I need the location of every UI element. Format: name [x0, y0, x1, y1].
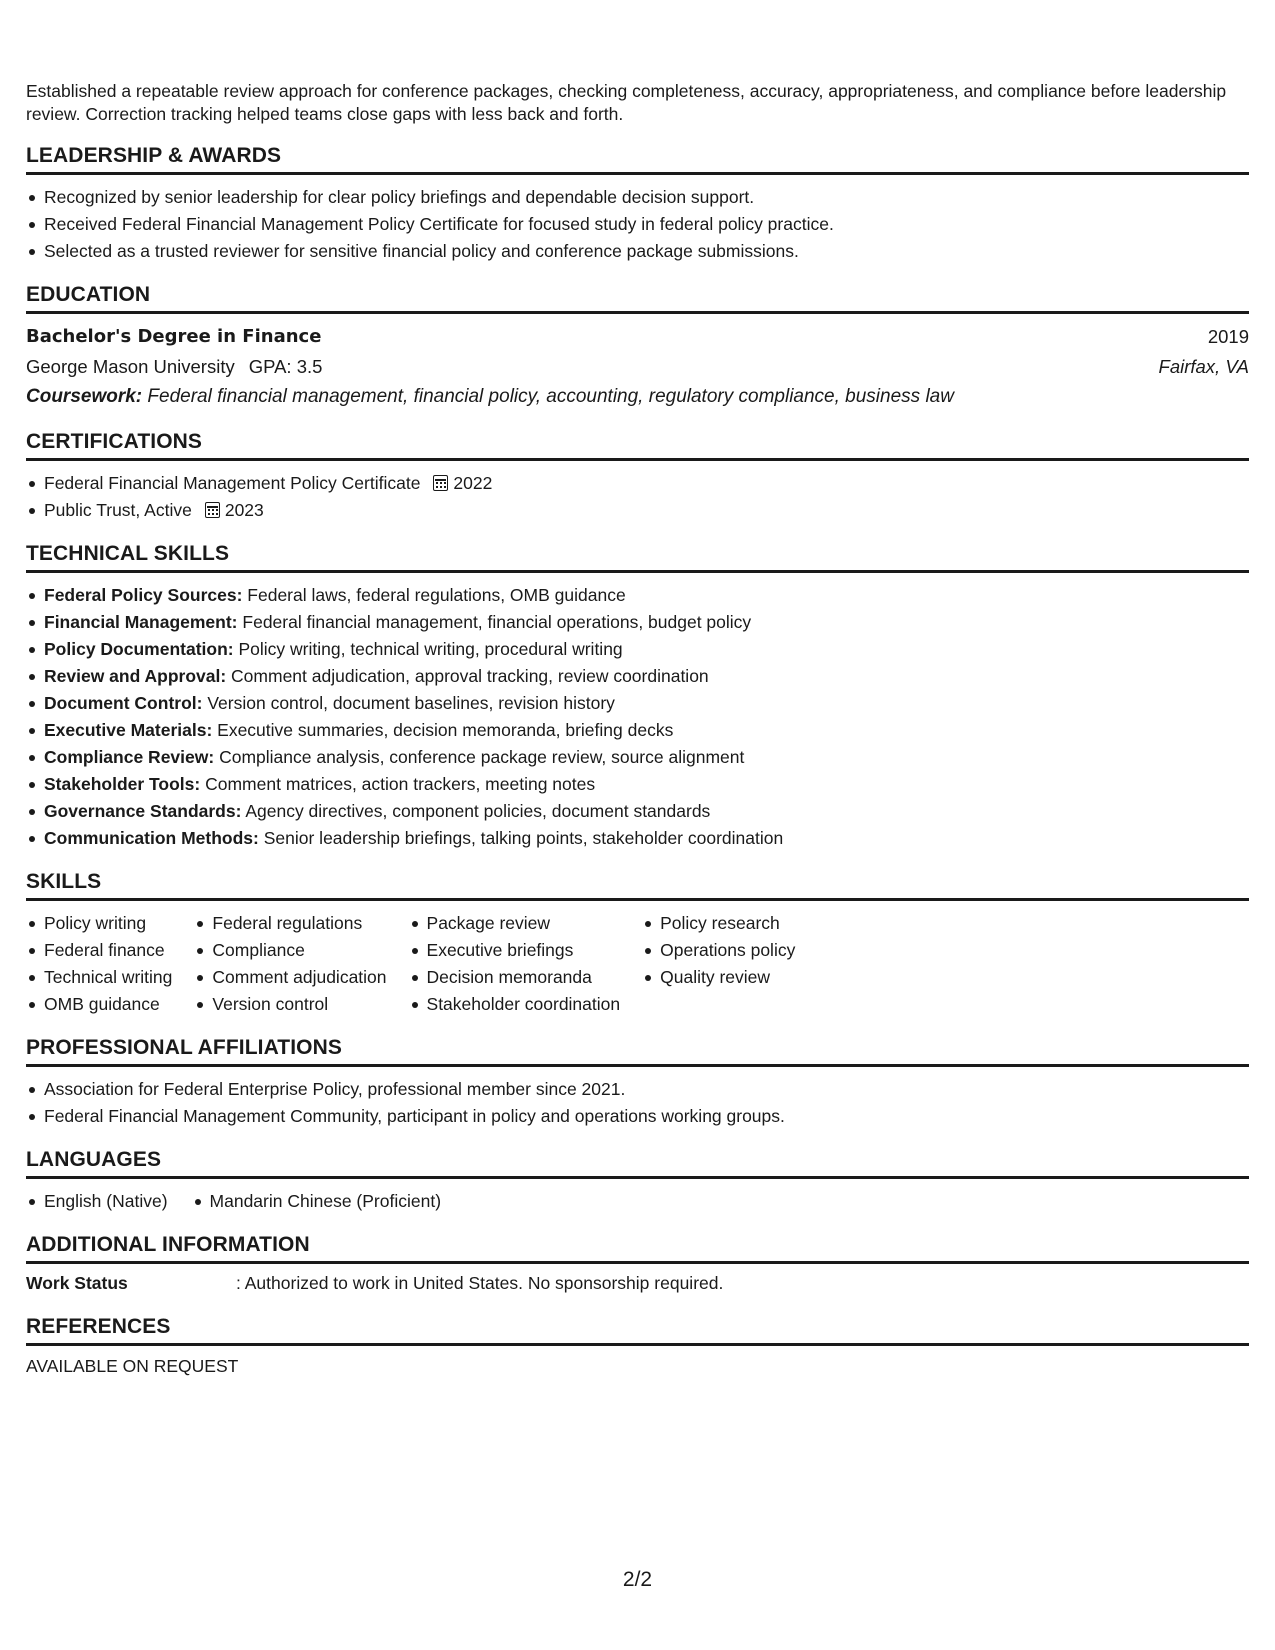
list-item: Policy writing — [26, 910, 172, 937]
list-item: Mandarin Chinese (Proficient) — [192, 1188, 442, 1215]
list-item — [26, 798, 1249, 825]
skills-grid — [26, 910, 1249, 1018]
skill-text: Comment matrices, action trackers, meeting notes — [205, 774, 596, 794]
certification-year: 2022 — [453, 473, 493, 493]
certifications-list — [26, 470, 1249, 524]
list-item: Recognized by senior leadership for clear policy briefings and dependable decision support. — [26, 184, 1249, 211]
section-title-affiliations: PROFESSIONAL AFFILIATIONS — [26, 1036, 1249, 1067]
list-item: Comment adjudication — [194, 964, 386, 991]
skill-text: Compliance analysis, conference package review, source alignment — [219, 747, 745, 767]
list-item: Association for Federal Enterprise Policy, professional member since 2021. — [26, 1076, 1249, 1103]
graduation-year: 2019 — [1207, 326, 1249, 347]
coursework-text: Federal financial management, financial policy, accounting, regulatory compliance, business law — [147, 386, 954, 407]
intro-paragraph: Established a repeatable review approach for conference packages, checking completeness, accuracy, appropriateness, and compliance before leadership review. Correction tracking helped teams close gaps with less back and forth. — [26, 81, 1227, 124]
skill-label: Governance Standards: — [44, 801, 242, 821]
certification-year: 2023 — [224, 500, 264, 520]
resume-page — [26, 80, 1249, 1380]
list-item: Compliance — [194, 937, 386, 964]
skill-label: Executive Materials: — [44, 720, 213, 740]
page-number: 2/2 — [622, 1568, 653, 1591]
school-location: Fairfax, VA — [1158, 356, 1249, 377]
list-item: OMB guidance — [26, 991, 172, 1018]
list-item — [26, 663, 1249, 690]
list-item — [26, 609, 1249, 636]
skills-column — [409, 910, 621, 1018]
section-title-technical-skills: TECHNICAL SKILLS — [26, 542, 1249, 573]
school-name: George Mason University — [26, 356, 235, 377]
section-title-leadership: LEADERSHIP & AWARDS — [26, 144, 1249, 175]
education-degree-row — [26, 322, 1249, 352]
work-status-value: : Authorized to work in United States. No sponsorship required. — [236, 1273, 724, 1293]
skill-text: Policy writing, technical writing, procedural writing — [238, 639, 623, 659]
skill-label: Stakeholder Tools: — [44, 774, 201, 794]
list-item: Stakeholder coordination — [409, 991, 621, 1018]
section-title-education: EDUCATION — [26, 283, 1249, 314]
list-item: Package review — [409, 910, 621, 937]
skills-column — [642, 910, 795, 1018]
work-status-label: Work Status — [26, 1273, 128, 1293]
section-title-certifications: CERTIFICATIONS — [26, 430, 1249, 461]
list-item: Decision memoranda — [409, 964, 621, 991]
list-item: Federal finance — [26, 937, 172, 964]
list-item — [26, 582, 1249, 609]
list-item: Version control — [194, 991, 386, 1018]
certification-name: Public Trust, Active — [44, 500, 192, 520]
degree-name: Bachelor's Degree in Finance — [26, 326, 322, 347]
skill-label: Policy Documentation: — [44, 639, 234, 659]
list-item — [26, 771, 1249, 798]
list-item: Operations policy — [642, 937, 795, 964]
list-item — [26, 470, 1249, 497]
calendar-icon — [205, 502, 220, 518]
skill-label: Communication Methods: — [44, 828, 259, 848]
list-item — [26, 717, 1249, 744]
list-item — [26, 744, 1249, 771]
skills-column — [26, 910, 172, 1018]
skill-label: Financial Management: — [44, 612, 238, 632]
list-item — [26, 497, 1249, 524]
list-item: Quality review — [642, 964, 795, 991]
skill-text: Comment adjudication, approval tracking, review coordination — [231, 666, 709, 686]
list-item: Executive briefings — [409, 937, 621, 964]
skill-text: Version control, document baselines, revision history — [207, 693, 615, 713]
section-title-languages: LANGUAGES — [26, 1148, 1249, 1179]
technical-skills-list — [26, 582, 1249, 852]
section-title-references: REFERENCES — [26, 1315, 1249, 1346]
skills-column — [194, 910, 386, 1018]
section-title-skills: SKILLS — [26, 870, 1249, 901]
list-item: Selected as a trusted reviewer for sensitive financial policy and conference package submissions. — [26, 238, 1249, 265]
list-item — [26, 825, 1249, 852]
gpa: GPA: 3.5 — [248, 356, 323, 377]
skill-text: Executive summaries, decision memoranda, briefing decks — [217, 720, 674, 740]
skill-label: Document Control: — [44, 693, 203, 713]
list-item: Technical writing — [26, 964, 172, 991]
list-item: Received Federal Financial Management Policy Certificate for focused study in federal policy practice. — [26, 211, 1249, 238]
calendar-icon — [433, 475, 448, 491]
list-item: English (Native) — [26, 1188, 168, 1215]
list-item — [26, 690, 1249, 717]
skill-text: Federal financial management, financial operations, budget policy — [242, 612, 752, 632]
leadership-list — [26, 184, 1249, 265]
coursework-label: Coursework: — [26, 386, 143, 407]
list-item: Federal regulations — [194, 910, 386, 937]
skill-label: Review and Approval: — [44, 666, 227, 686]
skill-label: Federal Policy Sources: — [44, 585, 243, 605]
affiliations-list — [26, 1076, 1249, 1130]
skill-label: Compliance Review: — [44, 747, 215, 767]
skill-text: Agency directives, component policies, document standards — [245, 801, 711, 821]
coursework-row — [26, 382, 1249, 412]
education-school-row — [26, 352, 1249, 382]
skill-text: Senior leadership briefings, talking points, stakeholder coordination — [263, 828, 784, 848]
list-item: Policy research — [642, 910, 795, 937]
list-item — [26, 636, 1249, 663]
list-item: Federal Financial Management Community, participant in policy and operations working groups. — [26, 1103, 1249, 1130]
references-text: AVAILABLE ON REQUEST — [26, 1356, 239, 1376]
work-status-row — [26, 1270, 1249, 1297]
skill-text: Federal laws, federal regulations, OMB guidance — [247, 585, 626, 605]
certification-name: Federal Financial Management Policy Certificate — [44, 473, 421, 493]
section-title-additional-info: ADDITIONAL INFORMATION — [26, 1233, 1249, 1264]
languages-list — [26, 1188, 1249, 1215]
